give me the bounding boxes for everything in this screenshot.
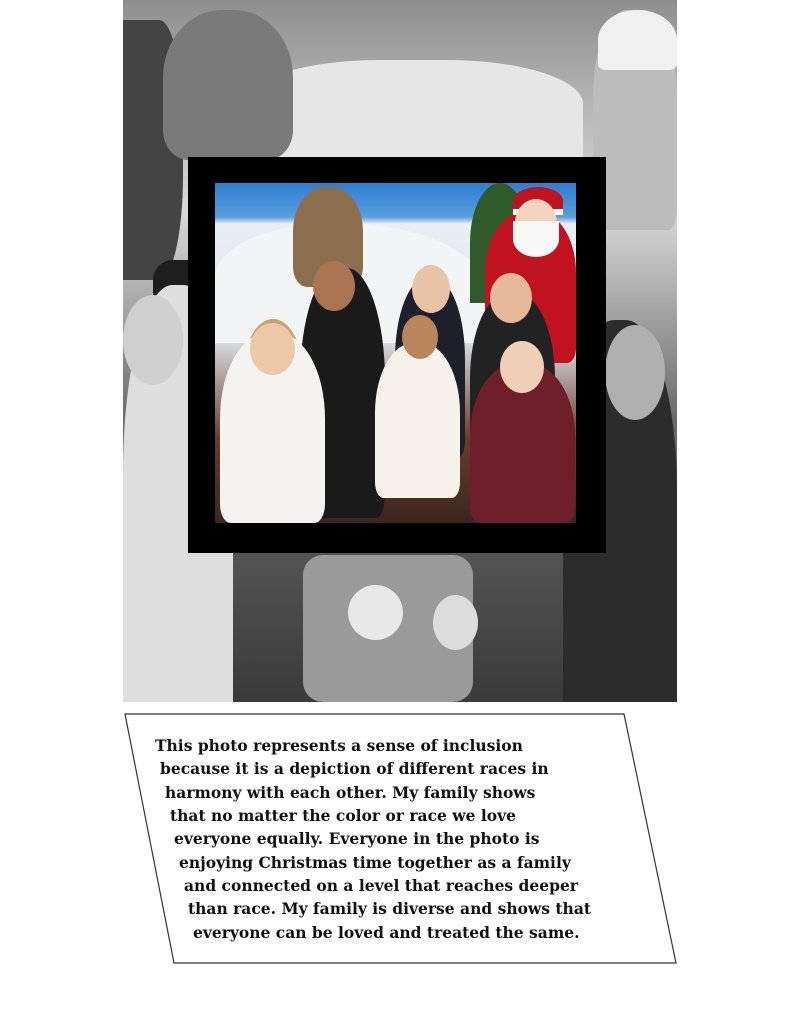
caption-box: [124, 713, 677, 964]
caption-line: because it is a depiction of different races in: [160, 759, 549, 778]
caption-line: than race. My family is diverse and shows that: [188, 899, 592, 918]
photo-person: [375, 343, 460, 498]
bg-shoe: [348, 585, 403, 640]
caption-line: enjoying Christmas time together as a family: [179, 853, 571, 872]
photo-santa-beard: [513, 221, 559, 257]
caption-line: everyone can be loved and treated the same.: [193, 923, 580, 942]
photo-person-head: [402, 315, 438, 359]
caption-line: and connected on a level that reaches deeper: [184, 876, 578, 895]
bg-shoe: [433, 595, 478, 650]
caption-text: [124, 713, 677, 964]
bg-snow: [243, 60, 583, 170]
bg-girl-right-face: [605, 325, 665, 420]
photo-person-head: [250, 323, 295, 375]
photo-person-head: [490, 273, 532, 323]
photo-person-head: [500, 341, 544, 393]
bg-girl-left-face: [123, 295, 183, 385]
photo-person-head: [412, 265, 450, 313]
caption-line: that no matter the color or race we love: [170, 806, 516, 825]
photo-frame: [188, 157, 606, 553]
bg-reindeer: [163, 10, 293, 160]
caption-line: harmony with each other. My family shows: [165, 783, 536, 802]
bg-santa-hat: [598, 10, 677, 70]
family-color-photo: [215, 183, 576, 523]
photo-person-head: [313, 261, 355, 311]
caption-line: everyone equally. Everyone in the photo is: [174, 829, 540, 848]
caption-line: This photo represents a sense of inclusion: [155, 736, 523, 755]
